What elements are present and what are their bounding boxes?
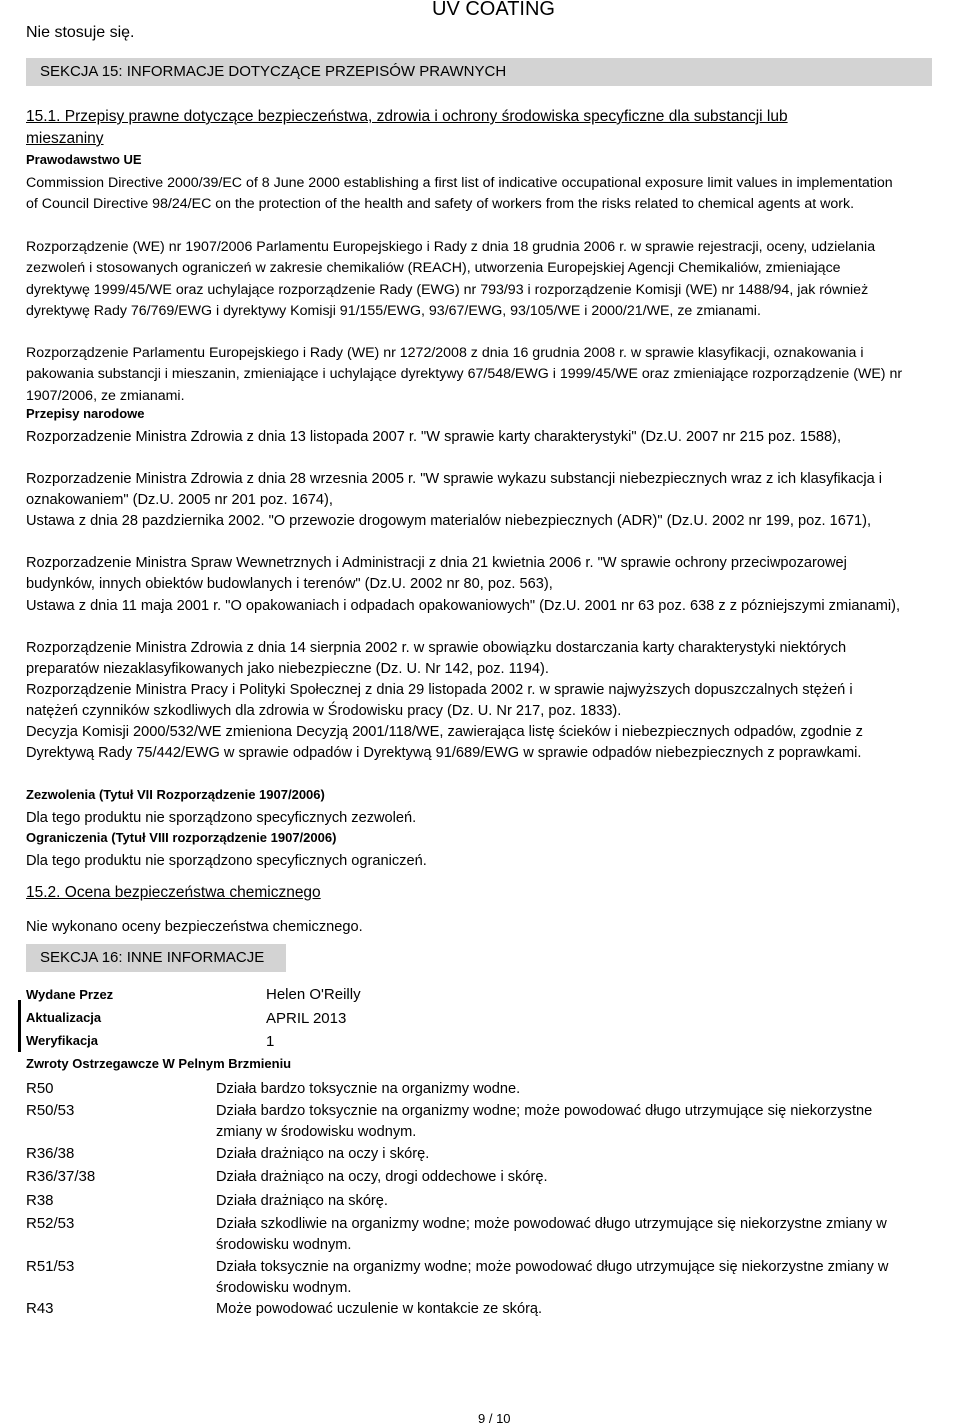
version-label: Weryfikacja [26,1033,99,1048]
revision-change-bar [18,1000,21,1052]
national-legislation-label: Przepisy narodowe [26,406,145,421]
section-16-header [26,944,286,972]
risk-phrase-code: R51/53 [26,1258,75,1275]
subsection-15-2-title: 15.2. Ocena bezpieczeństwa chemicznego [26,884,321,901]
risk-phrase-text: Działa drażniąco na oczy i skórę. [216,1146,430,1162]
national-regulation-8: Decyzja Komisji 2000/532/WE zmieniona Decyzją 2001/118/WE, zawierająca listę ścieków i niebezpiecznych odpadów, zgodnie z Dyrektywą Rady 75/442/EWG w sprawie odpadów i Dyrektywą 91/689/EWG w sprawie odpadów niebezpiecznych z poprawkami. [26,724,863,762]
risk-phrase-code: R36/38 [26,1145,75,1162]
national-regulation-5: Ustawa z dnia 11 maja 2001 r. "O opakowaniach i odpadach opakowaniowych" (Dz.U. 2001 nr 63 poz. 638 z z pózniejszymi zmianami), [26,598,901,614]
national-regulation-4: Rozporzadzenie Ministra Spraw Wewnetrznych i Administracji z dnia 21 kwietnia 2006 r. "W sprawie ochrony przeciwpozarowej budynków, innych obiektów budowlanych i terenów" (Dz.U. 2002 nr 80, poz. 563), [26,555,847,593]
risk-phrase-text: Działa drażniąco na skórę. [216,1193,388,1209]
issued-by-label: Wydane Przez [26,987,114,1002]
chemical-safety-assessment-text: Nie wykonano oceny bezpieczeństwa chemicznego. [26,919,363,935]
eu-legislation-label: Prawodawstwo UE [26,152,142,167]
risk-phrase-code: R52/53 [26,1215,75,1232]
section-16-title: SEKCJA 16: INNE INFORMACJE [40,949,265,966]
risk-phrase-text: Działa drażniąco na oczy, drogi oddechowe i skórę. [216,1169,548,1185]
risk-phrase-code: R50/53 [26,1102,75,1119]
risk-phrase-text: Działa toksycznie na organizmy wodne; może powodować długo utrzymujące się niekorzystne zmiany w środowisku wodnym. [216,1259,889,1296]
authorisations-text: Dla tego produktu nie sporządzono specyficznych zezwoleń. [26,810,417,826]
risk-phrase-code: R43 [26,1300,54,1317]
risk-phrase-text: Działa szkodliwie na organizmy wodne; może powodować długo utrzymujące się niekorzystne zmiany w środowisku wodnym. [216,1216,887,1253]
document-title: UV COATING [432,0,555,20]
status-text: Nie stosuje się. [26,24,135,41]
authorisations-label: Zezwolenia (Tytuł VII Rozporządzenie 1907/2006) [26,787,325,802]
risk-phrase-text: Działa bardzo toksycznie na organizmy wodne; może powodować długo utrzymujące się niekorzystne zmiany w środowisku wodnym. [216,1103,873,1140]
national-regulation-1: Rozporzadzenie Ministra Zdrowia z dnia 13 listopada 2007 r. "W sprawie karty charakterystyki" (Dz.U. 2007 nr 215 poz. 1588), [26,429,842,445]
risk-phrase-code: R36/37/38 [26,1168,96,1185]
risk-phrase-text: Może powodować uczulenie w kontakcie ze skórą. [216,1301,543,1317]
subsection-15-1-title-line1: 15.1. Przepisy prawne dotyczące bezpieczeństwa, zdrowia i ochrony środowiska specyficzne dla substancji lub [26,108,788,125]
risk-phrase-code: R38 [26,1192,54,1209]
national-regulation-2: Rozporzadzenie Ministra Zdrowia z dnia 28 wrzesnia 2005 r. "W sprawie wykazu substancji niebezpiecznych wraz z ich klasyfikacja i oznakowaniem" (Dz.U. 2005 nr 201 poz. 1674), [26,471,883,509]
section-15-title: SEKCJA 15: INFORMACJE DOTYCZĄCE PRZEPISÓW PRAWNYCH [40,63,507,80]
national-regulation-6: Rozporządzenie Ministra Zdrowia z dnia 14 sierpnia 2002 r. w sprawie obowiązku dostarczania karty charakterystyki niektórych preparatów niezaklasyfikowanych jako niebezpieczne (Dz. U. Nr 142, poz. 1194). [26,640,847,678]
restrictions-label: Ograniczenia (Tytuł VIII rozporządzenie 1907/2006) [26,830,337,845]
version-value: 1 [266,1033,275,1050]
revision-value: APRIL 2013 [266,1010,347,1027]
risk-phrases-label: Zwroty Ostrzegawcze W Pelnym Brzmieniu [26,1056,292,1071]
revision-label: Aktualizacja [26,1010,102,1025]
national-regulation-7: Rozporządzenie Ministra Pracy i Polityki Społecznej z dnia 29 listopada 2002 r. w sprawie najwyższych dopuszczalnych stężeń i natężeń czynników szkodliwych dla zdrowia w Środowisku pracy (Dz. U. Nr 217, poz. 1833). [26,682,853,720]
national-regulation-3: Ustawa z dnia 28 pazdziernika 2002. "O przewozie drogowym materialów niebezpiecznych (ADR)" (Dz.U. 2002 nr 199, poz. 1671), [26,513,872,529]
section-15-header [26,58,932,86]
page-number: 9 / 10 [478,1411,511,1426]
clp-regulation-text: Rozporządzenie Parlamentu Europejskiego i Rady (WE) nr 1272/2008 z dnia 16 grudnia 2008 r. w sprawie klasyfikacji, oznakowania i pakowania substancji i mieszanin, zmieniające i uchylające dyrektywy 67/548/EWG i 1999/45/WE oraz zmieniające rozporządzenie (WE) nr 1907/2006, ze zmianami. [26,345,903,404]
issued-by-value: Helen O'Reilly [266,986,361,1003]
risk-phrase-code: R50 [26,1080,54,1097]
restrictions-text: Dla tego produktu nie sporządzono specyficznych ograniczeń. [26,853,427,869]
subsection-15-1-title-line2: mieszaniny [26,130,104,147]
eu-directive-text: Commission Directive 2000/39/EC of 8 June 2000 establishing a first list of indicative occupational exposure limit values in implementation of Council Directive 98/24/EC on the protection of the health and safety of workers from the risks related to chemical agents at work. [26,175,893,213]
reach-regulation-text: Rozporządzenie (WE) nr 1907/2006 Parlamentu Europejskiego i Rady z dnia 18 grudnia 2006 r. w sprawie rejestracji, oceny, udzielania zezwoleń i stosowanych ograniczeń w zakresie chemikaliów (REACH), utworzenia Europejskiej Agencji Chemikaliów, zmieniające dyrektywę 1999/45/WE oraz uchylające rozporządzenie Rady (EWG) nr 793/93 i rozporządzenie Komisji (WE) nr 1488/94, jak również dyrektywę Rady 76/769/EWG i dyrektywy Komisji 91/155/EWG, 93/67/EWG, 93/105/WE i 2000/21/WE, ze zmianami. [26,239,876,319]
risk-phrase-text: Działa bardzo toksycznie na organizmy wodne. [216,1081,521,1097]
